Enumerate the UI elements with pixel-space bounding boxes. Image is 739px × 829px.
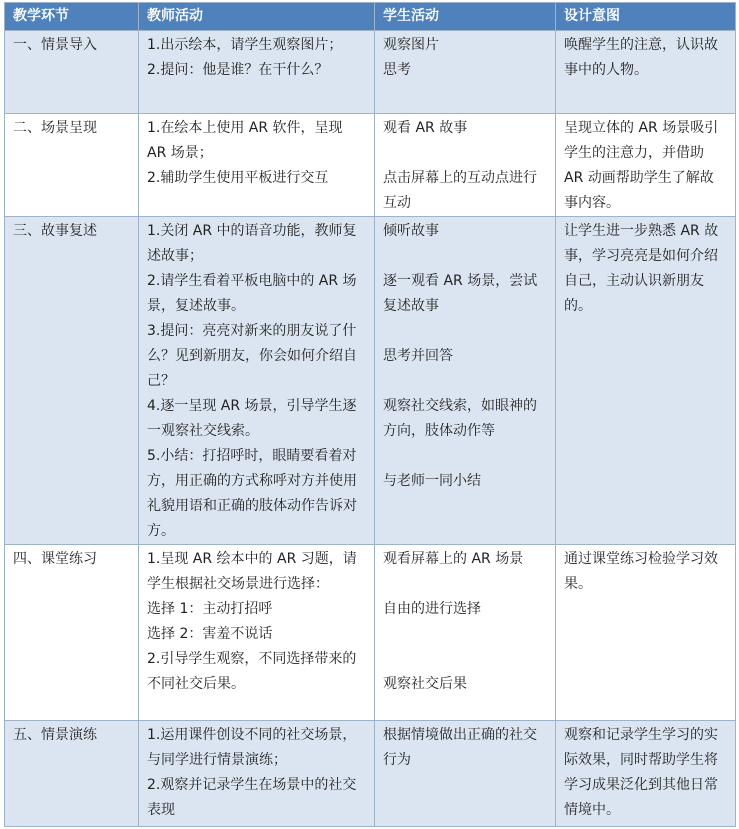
header-row xyxy=(5,3,736,31)
header-design-intent: 设计意图 xyxy=(556,3,736,31)
intent-text: 唤醒学生的注意，认识故事中的人物。 xyxy=(564,37,718,78)
teacher-step: 选择 2：害羞不说话 xyxy=(147,626,273,642)
student-step: 观察图片 xyxy=(383,37,439,53)
stage-cell: 四、课堂练习 xyxy=(5,545,139,721)
teacher-activity-cell xyxy=(139,721,375,827)
student-step: 思考 xyxy=(383,62,411,78)
teacher-step: 1.关闭 AR 中的语音功能，教师复述故事； xyxy=(147,223,357,264)
header-teacher-activity: 教师活动 xyxy=(139,3,375,31)
teacher-activity-cell xyxy=(139,31,375,114)
design-intent-cell xyxy=(556,545,736,721)
student-step: 倾听故事 xyxy=(383,223,439,239)
teacher-step: 1.运用课件创设不同的社交场景，与同学进行情景演练； xyxy=(147,727,357,768)
teacher-step: 选择 1：主动打招呼 xyxy=(147,601,273,617)
table-row xyxy=(5,545,736,721)
stage-cell: 一、情景导入 xyxy=(5,31,139,114)
student-activity-cell xyxy=(375,721,556,827)
student-step: 观察社交后果 xyxy=(383,676,467,692)
intent-text: 观察和记录学生学习的实际效果，同时帮助学生将学习成果泛化到其他日常情境中。 xyxy=(564,727,718,818)
teacher-step: 2.提问：他是谁？在干什么？ xyxy=(147,62,329,78)
student-step: 点击屏幕上的互动点进行互动 xyxy=(383,170,537,211)
header-student-activity: 学生活动 xyxy=(375,3,556,31)
stage-cell: 三、故事复述 xyxy=(5,217,139,545)
design-intent-cell xyxy=(556,217,736,545)
teacher-step: 1.出示绘本，请学生观察图片； xyxy=(147,37,343,53)
stage-cell: 五、情景演练 xyxy=(5,721,139,827)
teacher-step: 2.观察并记录学生在场景中的社交表现 xyxy=(147,777,357,818)
student-step: 根据情境做出正确的社交行为 xyxy=(383,727,537,768)
intent-text: 通过课堂练习检验学习效果。 xyxy=(564,551,718,592)
teacher-step: 2.请学生看着平板电脑中的 AR 场景，复述故事。 xyxy=(147,273,357,314)
table-row xyxy=(5,31,736,114)
teacher-step: 1.在绘本上使用 AR 软件，呈现 AR 场景； xyxy=(147,120,343,161)
design-intent-cell xyxy=(556,31,736,114)
teacher-step: 2.引导学生观察，不同选择带来的不同社交后果。 xyxy=(147,651,357,692)
student-activity-cell xyxy=(375,114,556,217)
student-step: 观看屏幕上的 AR 场景 xyxy=(383,551,524,567)
student-activity-cell xyxy=(375,31,556,114)
header-stage: 教学环节 xyxy=(5,3,139,31)
teacher-step: 5.小结：打招呼时，眼睛要看着对方，用正确的方式称呼对方并使用礼貌用语和正确的肢体动作告诉对方。 xyxy=(147,448,357,539)
teacher-step: 4.逐一呈现 AR 场景，引导学生逐一观察社交线索。 xyxy=(147,398,357,439)
intent-text: 呈现立体的 AR 场景吸引学生的注意力，并借助 AR 动画帮助学生了解故事内容。 xyxy=(564,120,719,211)
lesson-plan-table xyxy=(4,2,736,827)
teacher-step: 2.辅助学生使用平板进行交互 xyxy=(147,170,329,186)
table-row xyxy=(5,114,736,217)
teacher-activity-cell xyxy=(139,217,375,545)
teacher-step: 3.提问：亮亮对新来的朋友说了什么？见到新朋友，你会如何介绍自己？ xyxy=(147,323,357,389)
design-intent-cell xyxy=(556,721,736,827)
table-row xyxy=(5,721,736,827)
student-step: 观察社交线索，如眼神的方向，肢体动作等 xyxy=(383,398,537,439)
teacher-activity-cell xyxy=(139,545,375,721)
teacher-step: 1.呈现 AR 绘本中的 AR 习题，请学生根据社交场景进行选择： xyxy=(147,551,357,592)
student-step: 逐一观看 AR 场景，尝试复述故事 xyxy=(383,273,538,314)
student-activity-cell xyxy=(375,545,556,721)
intent-text: 让学生进一步熟悉 AR 故事，学习亮亮是如何介绍自己，主动认识新朋友的。 xyxy=(564,223,719,314)
stage-cell: 二、场景呈现 xyxy=(5,114,139,217)
student-step: 观看 AR 故事 xyxy=(383,120,468,136)
student-step: 思考并回答 xyxy=(383,348,453,364)
student-step: 与老师一同小结 xyxy=(383,473,481,489)
student-step: 自由的进行选择 xyxy=(383,601,481,617)
table-row xyxy=(5,217,736,545)
student-activity-cell xyxy=(375,217,556,545)
teacher-activity-cell xyxy=(139,114,375,217)
design-intent-cell xyxy=(556,114,736,217)
